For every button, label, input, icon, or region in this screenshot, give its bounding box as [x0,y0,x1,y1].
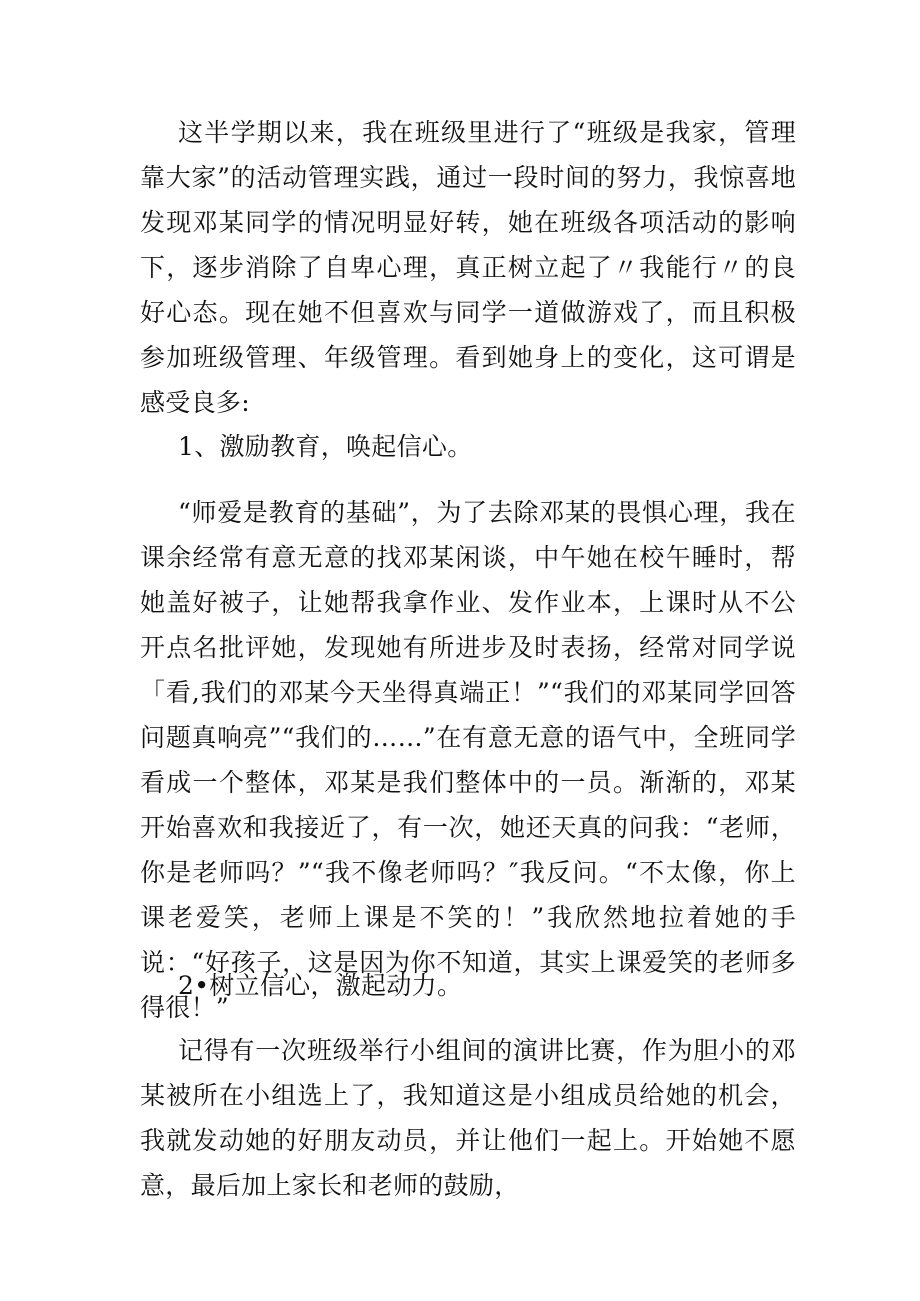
paragraph-section-1: “师爱是教育的基础”，为了去除邓某的畏惧心理，我在课余经常有意无意的找邓某闲谈，中午她在校午睡时，帮她盖好被子，让她帮我拿作业、发作业本，上课时从不公开点名批评她，发现她有所进步及时表扬，经常对同学说「看,我们的邓某今天坐得真端正！”“我们的邓某同学回答问题真响亮”“我们的……”在有意无意的语气中，全班同学看成一个整体，邓某是我们整体中的一员。渐渐的，邓某开始喜欢和我接近了，有一次，她还天真的问我：“老师，你是老师吗？”“我不像老师吗？″我反问。“不太像，你上课老爱笑，老师上课是不笑的！”我欣然地拉着她的手说：“好孩子，这是因为你不知道，其实上课爱笑的老师多得很！” [140,498,796,1022]
paragraph-section-2: 记得有一次班级举行小组间的演讲比赛，作为胆小的邓某被所在小组选上了，我知道这是小组成员给她的机会，我就发动她的好朋友动员，并让他们一起上。开始她不愿意，最后加上家长和老师的鼓励， [140,1036,796,1200]
paragraph-intro: 这半学期以来，我在班级里进行了“班级是我家，管理靠大家”的活动管理实践，通过一段时间的努力，我惊喜地发现邓某同学的情况明显好转，她在班级各项活动的影响下，逐步消除了自卑心理，真正树立起了〃我能行〃的良好心态。现在她不但喜欢与同学一道做游戏了，而且积极参加班级管理、年级管理。看到她身上的变化，这可谓是感受良多: [140,118,796,417]
heading-section-1: 1、激励教育，唤起信心。 [178,432,473,461]
heading-section-2: 2•树立信心，激起动力。 [178,971,463,1000]
